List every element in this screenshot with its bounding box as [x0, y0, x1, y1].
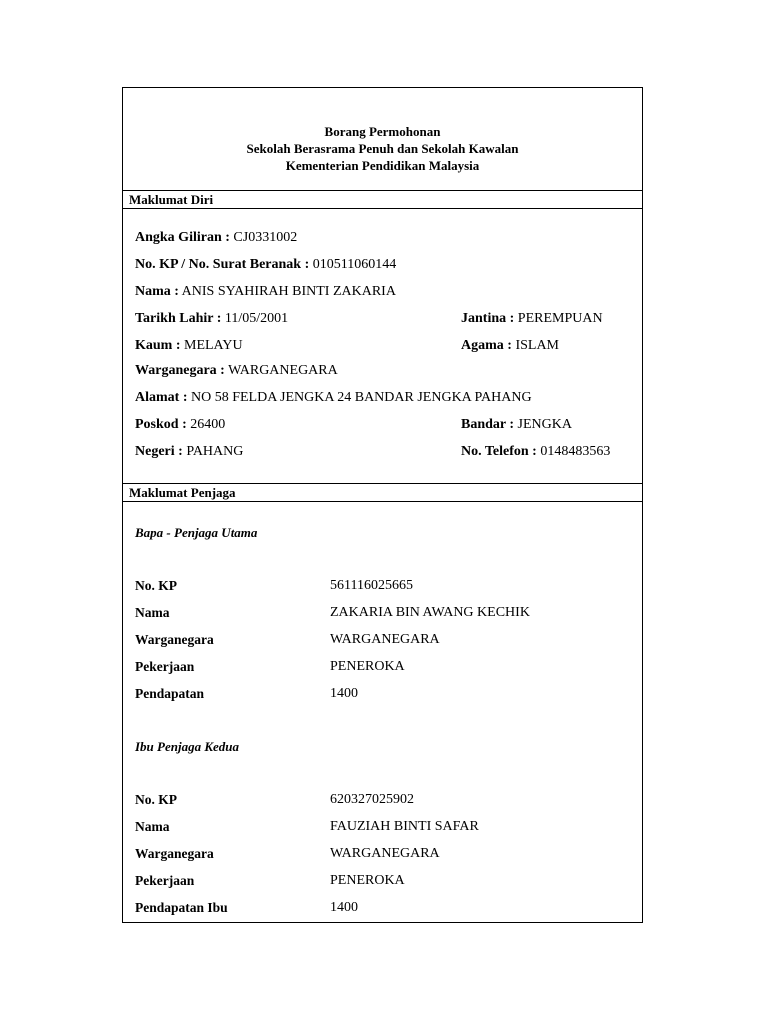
ibu-label-pendapatan: Pendapatan Ibu: [135, 900, 228, 915]
field-poskod: [135, 416, 225, 434]
field-label: Tarikh Lahir :: [135, 311, 222, 326]
field-bandar: [461, 416, 572, 434]
field-value: 010511060144: [312, 257, 397, 272]
section-header-maklumat-diri: [122, 190, 643, 209]
field-value: ANIS SYAHIRAH BINTI ZAKARIA: [181, 284, 396, 299]
bapa-label-pendapatan: Pendapatan: [135, 686, 205, 701]
field-agama: [461, 337, 559, 355]
field-label: No. KP / No. Surat Beranak :: [135, 257, 310, 272]
field-value: CJ0331002: [233, 230, 298, 245]
form-subtitle-ministry: Kementerian Pendidikan Malaysia: [285, 158, 480, 173]
field-value: NO 58 FELDA JENGKA 24 BANDAR JENGKA PAHANG: [191, 390, 532, 405]
field-label: Jantina :: [461, 311, 515, 326]
ibu-value-warganegara: WARGANEGARA: [330, 846, 440, 861]
bapa-value-warganegara: WARGANEGARA: [330, 632, 440, 647]
field-label: Agama :: [461, 338, 512, 353]
section-title: Maklumat Diri: [129, 192, 214, 207]
section-title: Maklumat Penjaga: [129, 485, 236, 500]
field-value: 11/05/2001: [224, 311, 289, 326]
field-warganegara: [135, 362, 338, 380]
ibu-value-pekerjaan: PENEROKA: [330, 873, 405, 888]
application-form: [122, 87, 643, 923]
ibu-label-warganegara: Warganegara: [135, 846, 214, 861]
field-tarikh-lahir: [135, 310, 288, 328]
field-angka-giliran: [135, 229, 297, 247]
form-title: Borang Permohonan: [324, 124, 441, 139]
field-label: Angka Giliran :: [135, 230, 230, 245]
bapa-value-no-kp: 561116025665: [330, 578, 413, 593]
field-value: MELAYU: [184, 338, 243, 353]
field-label: Warganegara :: [135, 363, 225, 378]
field-label: Kaum :: [135, 338, 181, 353]
ibu-value-nama: FAUZIAH BINTI SAFAR: [330, 819, 479, 834]
field-label: Negeri :: [135, 444, 183, 459]
field-label: No. Telefon :: [461, 444, 537, 459]
field-value: WARGANEGARA: [228, 363, 338, 378]
field-value: 0148483563: [540, 444, 611, 459]
field-label: Alamat :: [135, 390, 188, 405]
field-label: Nama :: [135, 284, 179, 299]
field-value: PEREMPUAN: [517, 311, 603, 326]
field-value: ISLAM: [515, 338, 559, 353]
field-jantina: [461, 310, 603, 328]
bapa-value-nama: ZAKARIA BIN AWANG KECHIK: [330, 605, 530, 620]
section-header-maklumat-penjaga: [122, 483, 643, 502]
bapa-label-pekerjaan: Pekerjaan: [135, 659, 195, 674]
ibu-value-pendapatan: 1400: [330, 900, 358, 915]
field-kaum: [135, 337, 243, 355]
field-no-kp: [135, 256, 396, 274]
field-value: PAHANG: [186, 444, 244, 459]
field-negeri: [135, 443, 243, 461]
form-subtitle-school: Sekolah Berasrama Penuh dan Sekolah Kawalan: [246, 141, 519, 156]
field-label: Bandar :: [461, 417, 515, 432]
ibu-label-no-kp: No. KP: [135, 792, 177, 807]
ibu-value-no-kp: 620327025902: [330, 792, 414, 807]
field-value: 26400: [190, 417, 226, 432]
guardian-heading-bapa: Bapa - Penjaga Utama: [135, 525, 258, 540]
field-label: Poskod :: [135, 417, 187, 432]
field-alamat: [135, 389, 532, 407]
bapa-value-pekerjaan: PENEROKA: [330, 659, 405, 674]
field-no-telefon: [461, 443, 610, 461]
ibu-label-nama: Nama: [135, 819, 170, 834]
guardian-heading-ibu: Ibu Penjaga Kedua: [135, 739, 240, 754]
field-value: JENGKA: [517, 417, 572, 432]
bapa-label-warganegara: Warganegara: [135, 632, 214, 647]
ibu-label-pekerjaan: Pekerjaan: [135, 873, 195, 888]
bapa-label-nama: Nama: [135, 605, 170, 620]
field-nama: [135, 283, 396, 301]
bapa-value-pendapatan: 1400: [330, 686, 358, 701]
bapa-label-no-kp: No. KP: [135, 578, 177, 593]
